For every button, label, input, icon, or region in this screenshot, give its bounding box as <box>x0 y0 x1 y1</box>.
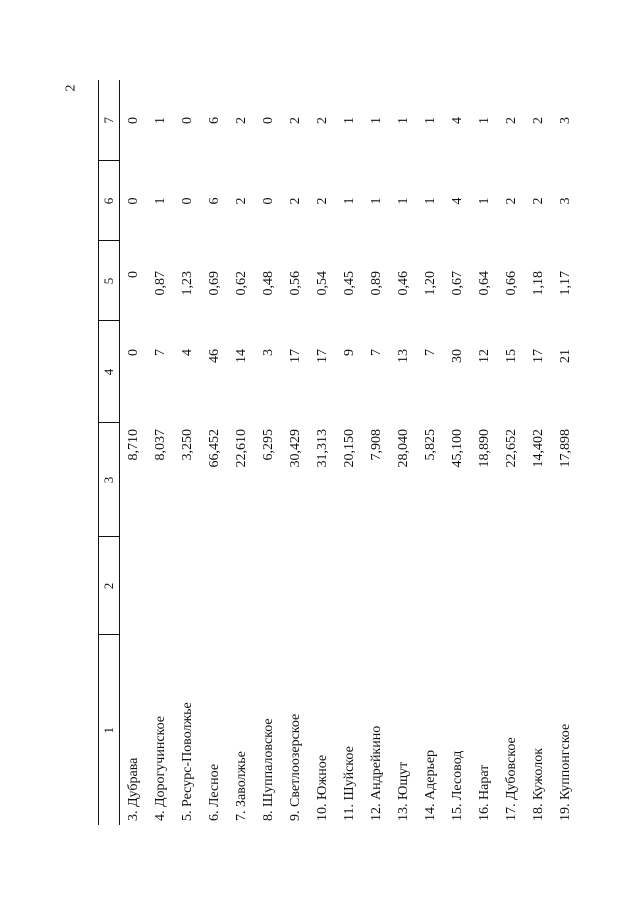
cell-col-4: 7 <box>422 349 438 356</box>
cell-col-6: 1 <box>395 197 411 205</box>
cell-col-5: 0,66 <box>503 271 519 296</box>
cell-col-3: 5,825 <box>422 429 438 461</box>
table-row <box>390 80 417 825</box>
row-name: 10. Южное <box>314 754 330 821</box>
cell-col-3: 3,250 <box>179 429 195 461</box>
cell-col-4: 21 <box>557 349 573 363</box>
table-row <box>444 80 471 825</box>
cell-col-7: 2 <box>314 117 330 124</box>
cell-col-3: 22,652 <box>503 429 519 468</box>
row-name: 17. Дубовское <box>503 737 519 821</box>
header-col-3: 3 <box>99 423 120 537</box>
row-name: 6. Лесное <box>206 763 222 821</box>
table-row <box>471 80 498 825</box>
cell-col-5: 0,67 <box>449 271 465 296</box>
table-row <box>147 80 174 825</box>
cell-col-5: 1,17 <box>557 271 573 296</box>
table-row <box>255 80 282 825</box>
cell-col-6: 4 <box>449 197 465 205</box>
cell-col-3: 8,037 <box>152 429 168 461</box>
row-name: 8. Шуппаловское <box>260 718 276 821</box>
cell-col-7: 1 <box>395 117 411 124</box>
row-name: 7. Заволжье <box>233 751 249 821</box>
cell-col-3: 6,295 <box>260 429 276 461</box>
cell-col-4: 0 <box>125 349 141 356</box>
cell-col-7: 1 <box>368 117 384 124</box>
cell-col-4: 17 <box>314 349 330 363</box>
cell-col-6: 1 <box>341 197 357 205</box>
cell-col-4: 9 <box>341 349 357 356</box>
table-row <box>174 80 201 825</box>
table-row <box>525 80 552 825</box>
cell-col-3: 14,402 <box>530 429 546 468</box>
cell-col-6: 3 <box>557 197 573 205</box>
cell-col-3: 18,890 <box>476 429 492 468</box>
cell-col-5: 0,56 <box>287 271 303 296</box>
cell-col-4: 46 <box>206 349 222 363</box>
data-table <box>98 80 579 825</box>
row-name: 13. Ющут <box>395 761 411 821</box>
cell-col-5: 0,89 <box>368 271 384 296</box>
cell-col-4: 7 <box>368 349 384 356</box>
cell-col-6: 2 <box>503 197 519 205</box>
cell-col-5: 0,62 <box>233 271 249 296</box>
cell-col-3: 31,313 <box>314 429 330 468</box>
header-col-4: 4 <box>99 321 120 423</box>
cell-col-5: 0 <box>125 271 141 278</box>
cell-col-3: 66,452 <box>206 429 222 468</box>
table-row <box>120 80 148 825</box>
cell-col-7: 0 <box>125 117 141 124</box>
cell-col-3: 30,429 <box>287 429 303 468</box>
cell-col-7: 2 <box>233 117 249 124</box>
cell-col-5: 0,64 <box>476 271 492 296</box>
cell-col-6: 6 <box>206 197 222 205</box>
cell-col-4: 3 <box>260 349 276 356</box>
row-name: 4. Дорогучинское <box>152 715 168 821</box>
cell-col-7: 3 <box>557 117 573 124</box>
table-row <box>309 80 336 825</box>
rotated-table-container <box>98 80 598 825</box>
row-name: 5. Ресурс-Поволжье <box>179 702 195 821</box>
cell-col-4: 7 <box>152 349 168 356</box>
header-col-6: 6 <box>99 161 120 241</box>
cell-col-6: 1 <box>476 197 492 205</box>
cell-col-6: 2 <box>314 197 330 205</box>
table-row <box>552 80 579 825</box>
cell-col-7: 1 <box>341 117 357 124</box>
cell-col-3: 20,150 <box>341 429 357 468</box>
row-name: 14. Адерьер <box>422 749 438 821</box>
cell-col-6: 2 <box>530 197 546 205</box>
cell-col-4: 15 <box>503 349 519 363</box>
cell-col-7: 2 <box>287 117 303 124</box>
cell-col-7: 2 <box>530 117 546 124</box>
cell-col-3: 17,898 <box>557 429 573 468</box>
cell-col-3: 7,908 <box>368 429 384 461</box>
cell-col-7: 1 <box>476 117 492 124</box>
cell-col-5: 0,45 <box>341 271 357 296</box>
row-name: 11. Шуйское <box>341 746 357 821</box>
cell-col-7: 4 <box>449 117 465 124</box>
row-name: 9. Светлоозерское <box>287 713 303 821</box>
row-name: 16. Нарат <box>476 764 492 821</box>
table-row <box>336 80 363 825</box>
cell-col-3: 45,100 <box>449 429 465 468</box>
cell-col-7: 0 <box>260 117 276 124</box>
header-col-7: 7 <box>99 80 120 161</box>
table-row <box>417 80 444 825</box>
cell-col-5: 0,46 <box>395 271 411 296</box>
cell-col-6: 2 <box>287 197 303 205</box>
cell-col-6: 2 <box>233 197 249 205</box>
cell-col-3: 28,040 <box>395 429 411 468</box>
cell-col-4: 17 <box>530 349 546 363</box>
row-name: 15. Лесовод <box>449 750 465 821</box>
cell-col-5: 1,18 <box>530 271 546 296</box>
cell-col-3: 8,710 <box>125 429 141 461</box>
cell-col-5: 1,23 <box>179 271 195 296</box>
table-row <box>282 80 309 825</box>
cell-col-6: 0 <box>179 197 195 205</box>
cell-col-4: 12 <box>476 349 492 363</box>
row-name: 18. Кужолок <box>530 747 546 821</box>
cell-col-4: 17 <box>287 349 303 363</box>
cell-col-6: 1 <box>152 197 168 205</box>
cell-col-4: 13 <box>395 349 411 363</box>
cell-col-5: 0,87 <box>152 271 168 296</box>
table-row <box>201 80 228 825</box>
row-name: 12. Андрейкино <box>368 725 384 821</box>
cell-col-5: 0,48 <box>260 271 276 296</box>
table-row <box>228 80 255 825</box>
cell-col-7: 1 <box>152 117 168 124</box>
row-name: 3. Дубрава <box>125 757 141 821</box>
cell-col-5: 0,54 <box>314 271 330 296</box>
table-header-row <box>99 80 120 825</box>
cell-col-7: 1 <box>422 117 438 124</box>
table-row <box>498 80 525 825</box>
table-body <box>120 80 580 825</box>
cell-col-4: 4 <box>179 349 195 356</box>
table-row <box>363 80 390 825</box>
cell-col-7: 2 <box>503 117 519 124</box>
cell-col-7: 0 <box>179 117 195 124</box>
cell-col-6: 1 <box>422 197 438 205</box>
cell-col-4: 14 <box>233 349 249 363</box>
cell-col-3: 22,610 <box>233 429 249 468</box>
cell-col-6: 1 <box>368 197 384 205</box>
cell-col-4: 30 <box>449 349 465 363</box>
header-col-1: 1 <box>99 635 120 825</box>
cell-col-5: 1,20 <box>422 271 438 296</box>
row-name: 19. Куппонгское <box>557 723 573 821</box>
header-col-5: 5 <box>99 241 120 321</box>
page-number: 2 <box>63 84 79 92</box>
cell-col-5: 0,69 <box>206 271 222 296</box>
header-col-2: 2 <box>99 537 120 635</box>
cell-col-6: 0 <box>125 197 141 205</box>
cell-col-6: 0 <box>260 197 276 205</box>
cell-col-7: 6 <box>206 117 222 124</box>
